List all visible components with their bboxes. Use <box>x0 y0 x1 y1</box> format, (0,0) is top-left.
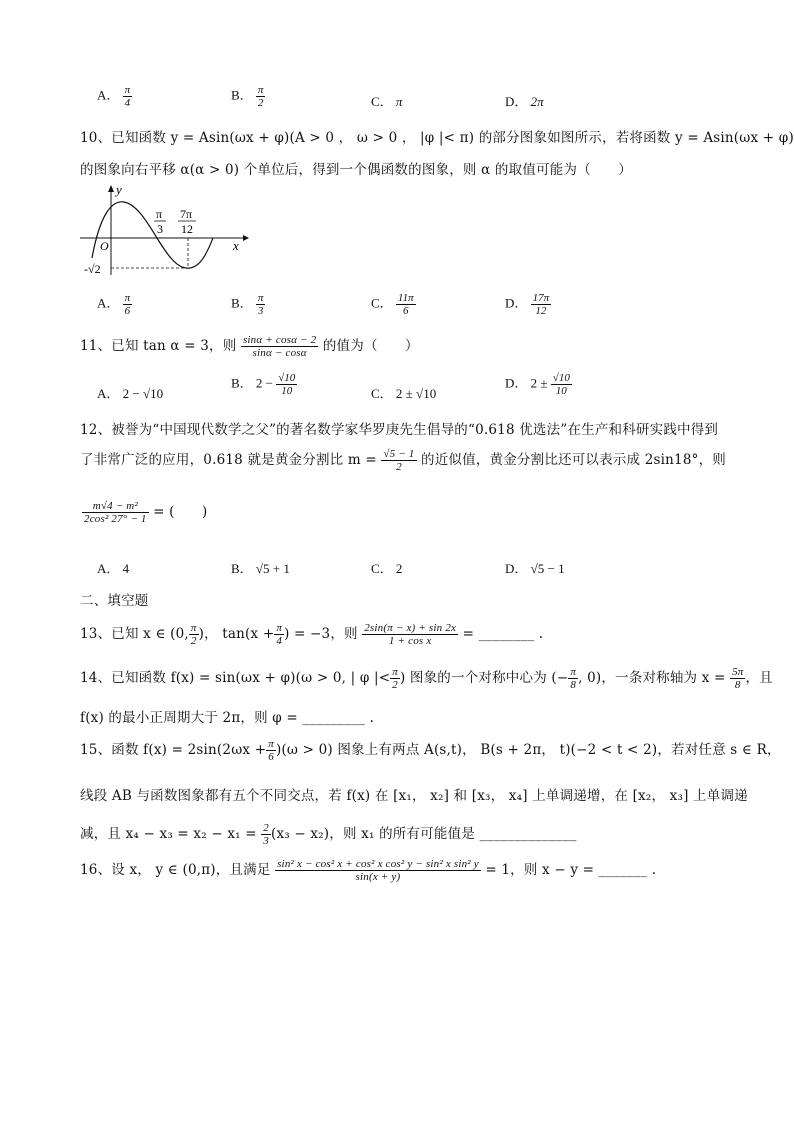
q14-frac3: $\frac{5\pi}{8}$ <box>732 666 744 691</box>
y-label: y <box>116 182 122 197</box>
q13-pre: 13、已知 x ∈ (0, <box>80 626 189 642</box>
q13-answer-blank: = ________ . <box>462 626 544 642</box>
q12-option-b <box>231 558 290 577</box>
q15-pre: 15、函数 f(x) = 2sin(2ωx + <box>80 742 267 758</box>
option-fraction: $\frac{√10}{10}$ <box>552 372 570 397</box>
section-heading-fill-in: 二、填空题 <box>80 593 149 609</box>
q12-line2-post: 的近似值，黄金分割比还可以表示成 2sin18°，则 <box>421 452 726 468</box>
q16-post: = 1，则 x − y = _______ . <box>485 862 657 878</box>
option-value: 2 ± √10 <box>395 386 437 401</box>
tick1-den: 3 <box>157 222 163 236</box>
option-letter: A． <box>97 295 120 311</box>
q11-prefix: 11、已知 tan α = 3，则 <box>80 338 237 354</box>
q14-line1 <box>80 666 773 691</box>
option-prefix: 2 − <box>255 375 274 391</box>
q12-option-d <box>505 558 565 577</box>
option-letter: C． <box>371 561 393 576</box>
q13-mid2: ) = −3，则 <box>284 626 358 642</box>
tick2-den: 12 <box>181 222 193 236</box>
q14-mid2: , 0)，一条对称轴为 x = <box>578 670 726 686</box>
q13-frac1: $\frac{\pi}{2}$ <box>190 622 197 647</box>
q9-option-c <box>371 91 402 110</box>
q12-expression-fraction: $\frac{\text{m√4 − m²}}{\text{2cos² 27° − 1}}$ <box>84 500 147 525</box>
option-letter: A． <box>97 87 120 103</box>
option-letter: D． <box>505 94 528 109</box>
sine-curve <box>92 202 213 268</box>
option-fraction: $\frac{\pi}{3}$ <box>257 292 264 317</box>
q16-pre: 16、设 x， y ∈ (0,π)，且满足 <box>80 862 271 878</box>
q13-frac2: $\frac{\pi}{4}$ <box>276 622 283 647</box>
option-value: √5 − 1 <box>530 561 565 576</box>
q11-option-b <box>231 372 297 397</box>
q10-line1: 10、已知函数 y = Asin(ωx + φ)(A > 0 ， ω > 0 ， |φ |< π) 的部分图象如图所示，若将函数 y = Asin(ωx + φ) <box>80 130 794 146</box>
q11-fraction: $\frac{\sin\alpha + \cos\alpha - 2}{\sin\alpha - \cos\alpha}$ <box>242 334 317 359</box>
q10-option-d <box>505 292 551 317</box>
q10-option-b <box>231 292 265 317</box>
q12-option-a <box>97 558 129 577</box>
option-letter: A． <box>97 386 120 401</box>
q14-frac2: $\frac{\pi}{8}$ <box>570 666 577 691</box>
option-fraction: $\frac{17\pi}{12}$ <box>532 292 550 317</box>
option-letter: C． <box>371 295 393 311</box>
q15-line3-post: (x₃ − x₂)，则 x₁ 的所有可能值是 ______________ <box>270 826 577 842</box>
q15-frac2: $\frac{2}{3}$ <box>263 822 269 847</box>
option-fraction: $\frac{\pi}{2}$ <box>257 84 264 109</box>
q15-post: )(ω > 0) 图象上有两点 A(s,t)， B(s + 2π， t)(−2 < t < 2)，若对任意 s ∈ R， <box>275 742 781 758</box>
q11-option-a <box>97 383 163 402</box>
option-fraction: $\frac{\pi}{4}$ <box>124 84 131 109</box>
option-letter: C． <box>371 386 393 401</box>
option-letter: D． <box>505 375 528 391</box>
option-letter: C． <box>371 94 393 109</box>
option-letter: D． <box>505 295 528 311</box>
option-letter: A． <box>97 561 120 576</box>
q15-line3 <box>80 822 577 847</box>
q12-line1: 12、被誉为“中国现代数学之父”的著名数学家华罗庚先生倡导的“0.618 优选法”在生产和科研实践中得到 <box>80 422 719 438</box>
option-value: 4 <box>122 561 130 576</box>
q14-pre: 14、已知函数 f(x) = sin(ωx + φ)(ω > 0, | φ |< <box>80 670 391 686</box>
q13-stem <box>80 622 543 647</box>
q11-option-c <box>371 383 436 402</box>
q11-suffix: 的值为（ ） <box>322 338 419 354</box>
option-letter: B． <box>231 561 253 576</box>
q9-option-a <box>97 84 132 109</box>
q14-post: ，且 <box>745 670 773 686</box>
origin-label: O <box>100 239 109 253</box>
q10-option-a <box>97 292 132 317</box>
option-value: √5 + 1 <box>255 561 290 576</box>
q15-frac1: $\frac{\pi}{6}$ <box>268 738 274 763</box>
option-fraction: $\frac{√10}{10}$ <box>278 372 296 397</box>
q16-stem <box>80 858 656 883</box>
min-label: -√2 <box>84 262 101 276</box>
q15-line2: 线段 AB 与函数图象都有五个不同交点，若 f(x) 在 [x₁， x₂] 和 [x₃， x₄] 上单调递增，在 [x₂， x₃] 上单调递 <box>80 788 748 804</box>
q11-option-d <box>505 372 572 397</box>
q14-line2: f(x) 的最小正周期大于 2π，则 φ = _________ . <box>80 710 374 726</box>
q15-line1 <box>80 738 781 763</box>
q10-line2: 的图象向右平移 α(α > 0) 个单位后，得到一个偶函数的图象，则 α 的取值可能为（ ） <box>80 162 632 178</box>
option-letter: B． <box>231 87 253 103</box>
q13-mid: )， tan(x + <box>198 626 275 642</box>
q12-line2 <box>80 448 726 473</box>
y-axis-arrow <box>108 185 114 192</box>
option-prefix: 2 ± <box>530 375 548 391</box>
option-letter: D． <box>505 561 528 576</box>
q14-frac1: $\frac{\pi}{2}$ <box>392 666 398 691</box>
option-fraction: $\frac{\pi}{6}$ <box>124 292 131 317</box>
x-label: x <box>233 238 239 253</box>
x-axis-arrow <box>243 235 249 241</box>
q10-graph <box>78 180 258 280</box>
option-value: 2 − √10 <box>122 386 164 401</box>
option-letter: B． <box>231 295 253 311</box>
q16-fraction: $\frac{\text{sin² x − cos² x + cos² x cos² y − sin² x sin² y}}{\sin(x + y)}$ <box>277 858 479 883</box>
q12-option-c <box>371 558 402 577</box>
option-value: 2π <box>530 94 544 109</box>
q13-frac3: $\frac{2\sin(\pi - x) + \sin 2x}{\text{1 + cos x}}$ <box>364 622 457 647</box>
q9-option-b <box>231 84 265 109</box>
option-letter: B． <box>231 375 253 391</box>
option-fraction: $\frac{11\pi}{6}$ <box>397 292 414 317</box>
q9-option-d <box>505 91 544 110</box>
tick1-num: π <box>156 207 163 221</box>
tick2-num: 7π <box>180 207 193 221</box>
q12-expression <box>82 500 207 525</box>
q10-option-c <box>371 292 416 317</box>
q15-line3-pre: 减，且 x₄ − x₃ = x₂ − x₁ = <box>80 826 257 842</box>
option-value: π <box>395 94 403 109</box>
q12-line2-pre: 了非常广泛的应用，0.618 就是黄金分割比 m = <box>80 452 377 468</box>
golden-ratio-fraction: $\frac{√5 - 1}{2}$ <box>383 448 415 473</box>
option-value: 2 <box>395 561 403 576</box>
q11-stem <box>80 334 419 359</box>
q12-expression-post: = ( ) <box>153 504 208 520</box>
q14-mid: ) 图象的一个对称中心为 (− <box>399 670 569 686</box>
